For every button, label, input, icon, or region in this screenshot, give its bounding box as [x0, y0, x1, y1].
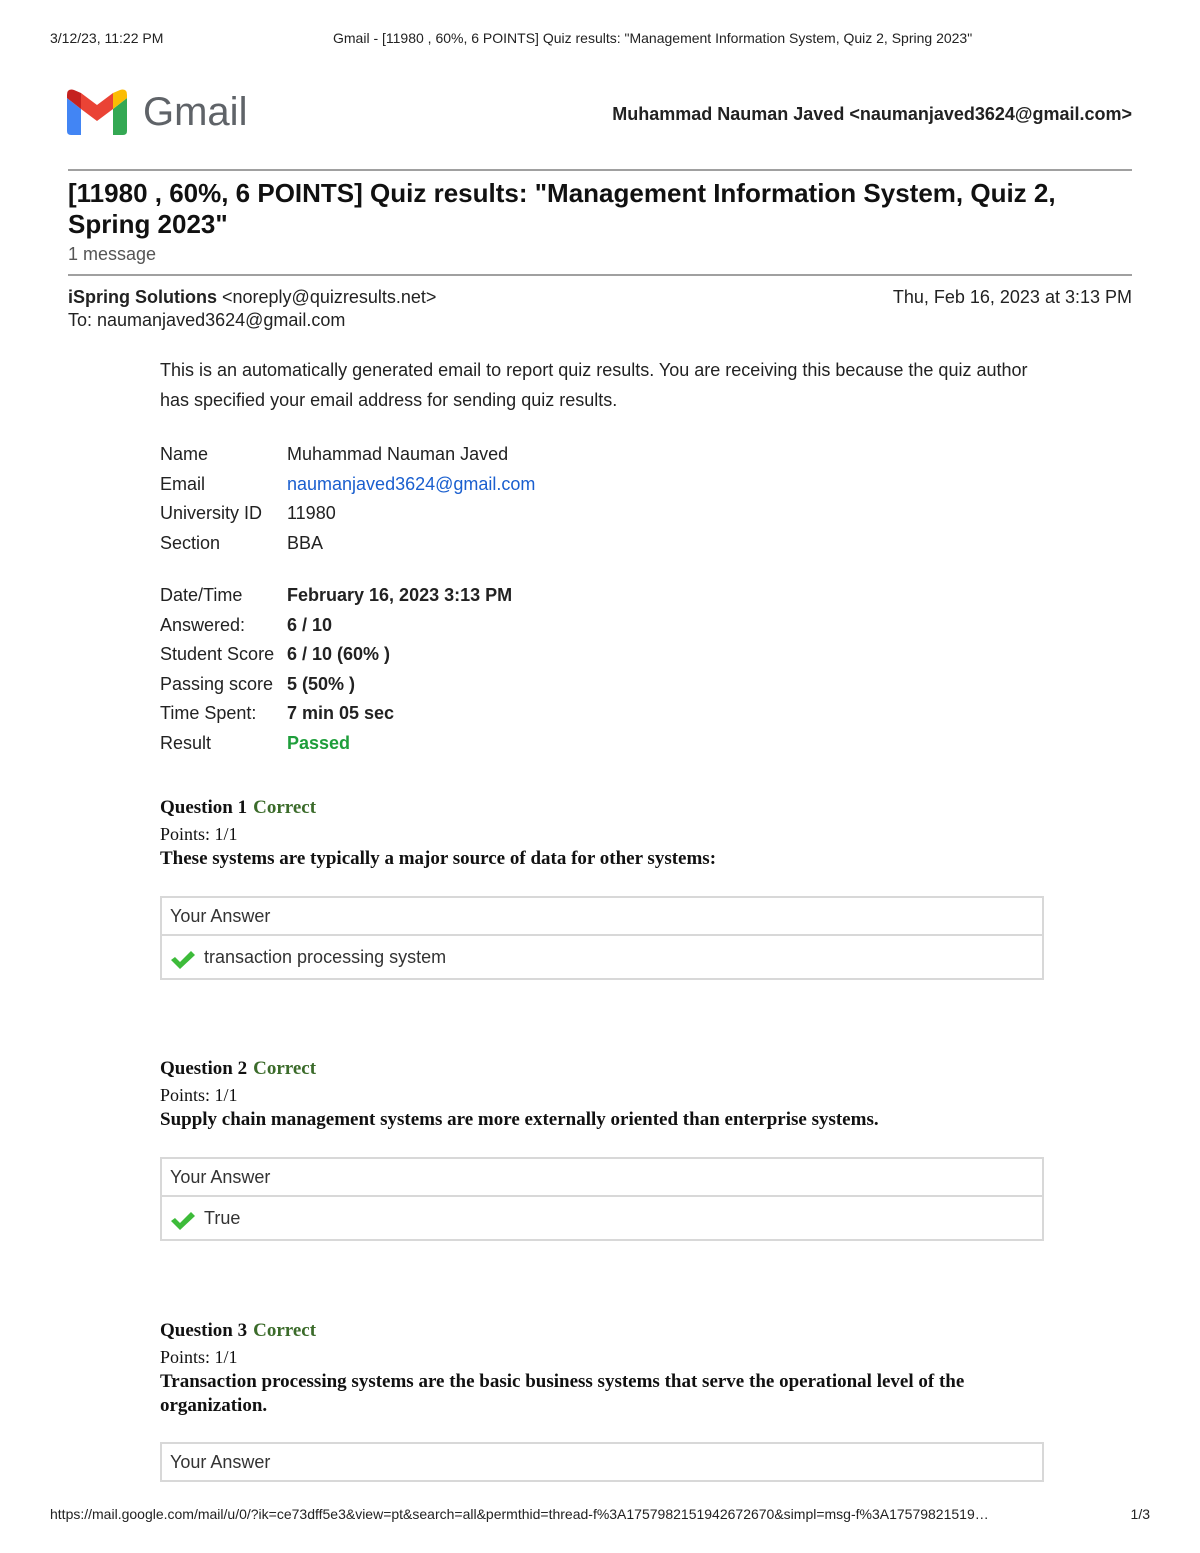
- account-label: Muhammad Nauman Javed <naumanjaved3624@gmail.com>: [612, 104, 1132, 124]
- result-label: Date/Time: [160, 585, 243, 605]
- question-status: Correct: [253, 797, 317, 818]
- message-date: Thu, Feb 16, 2023 at 3:13 PM: [892, 287, 1132, 307]
- result-label: Time Spent:: [160, 703, 257, 723]
- result-row: [160, 640, 1050, 670]
- print-header: [50, 30, 1150, 50]
- answer-row: [162, 1195, 1042, 1239]
- recipient-line: To: naumanjaved3624@gmail.com: [68, 310, 346, 330]
- result-label: Student Score: [160, 644, 275, 664]
- result-value: 6 / 10: [287, 614, 333, 635]
- gmail-m-logo-icon: [67, 89, 127, 135]
- result-label: Passing score: [160, 673, 274, 694]
- question-text: These systems are typically a major source of data for other systems:: [160, 848, 717, 869]
- answer-header: Your Answer: [170, 1452, 271, 1472]
- gmail-wordmark: Gmail: [143, 89, 248, 134]
- info-row: [160, 470, 1050, 500]
- checkmark-icon: [170, 1210, 196, 1232]
- question-title: [160, 795, 1044, 821]
- question-points: Points: 1/1: [160, 1085, 238, 1105]
- answer-header: Your Answer: [170, 906, 271, 926]
- print-url: https://mail.google.com/mail/u/0/?ik=ce73dff5e3&view=pt&search=all&permthid=thread-f%3A1757982151942672670&simpl=msg-f%3A17579821519…: [50, 1506, 989, 1522]
- result-row: [160, 581, 1050, 611]
- result-row: [160, 611, 1050, 641]
- question-number: Question 1: [160, 797, 248, 818]
- divider: [68, 274, 1132, 276]
- answer-table: [160, 1442, 1044, 1482]
- answer-header: Your Answer: [170, 1167, 271, 1187]
- question-points: Points: 1/1: [160, 1347, 238, 1367]
- question-3: [160, 1318, 1044, 1418]
- result-row: [160, 729, 1050, 759]
- info-value: 11980: [287, 503, 336, 523]
- info-row: [160, 529, 1050, 559]
- question-status: Correct: [253, 1058, 317, 1079]
- answer-text: True: [204, 1207, 241, 1228]
- result-label: Answered:: [160, 614, 246, 635]
- question-title: [160, 1318, 1044, 1344]
- print-datetime: 3/12/23, 11:22 PM: [50, 30, 164, 46]
- question-number: Question 3: [160, 1320, 248, 1341]
- info-label: Section: [160, 532, 221, 553]
- question-text: Supply chain management systems are more externally oriented than enterprise systems.: [160, 1109, 879, 1130]
- question-text: Transaction processing systems are the basic business systems that serve the operational level of the organization.: [160, 1371, 965, 1416]
- info-value: BBA: [287, 532, 324, 553]
- page-number: 1/3: [1130, 1506, 1150, 1522]
- result-value: 5 (50% ): [287, 673, 356, 694]
- result-label: Result: [160, 732, 212, 753]
- result-status-badge: Passed: [287, 732, 351, 753]
- result-value: 6 / 10 (60% ): [287, 644, 391, 664]
- question-title: [160, 1056, 1044, 1082]
- info-label: University ID: [160, 503, 263, 523]
- result-value: February 16, 2023 3:13 PM: [287, 585, 513, 605]
- thread-subject: [11980 , 60%, 6 POINTS] Quiz results: "Management Information System, Quiz 2, Spring 2023": [68, 178, 1056, 239]
- intro-text: This is an automatically generated email to report quiz results. You are receiving this because the quiz author has specified your email address for sending quiz results.: [160, 360, 1028, 410]
- checkmark-icon: [170, 949, 196, 971]
- divider: [68, 169, 1132, 171]
- sender: [68, 287, 436, 308]
- question-number: Question 2: [160, 1058, 248, 1079]
- gmail-logo: [67, 88, 247, 136]
- answer-table: [160, 1157, 1044, 1241]
- info-row: [160, 440, 1050, 470]
- answer-text: transaction processing system: [204, 946, 447, 967]
- answer-table: [160, 896, 1044, 980]
- sender-name: iSpring Solutions: [68, 287, 217, 307]
- question-1: [160, 795, 1044, 871]
- result-row: [160, 699, 1050, 729]
- question-points: Points: 1/1: [160, 824, 238, 844]
- sender-email: <noreply@quizresults.net>: [217, 287, 437, 307]
- info-row: [160, 499, 1050, 529]
- answer-row: [162, 934, 1042, 978]
- info-label: Name: [160, 444, 209, 464]
- email-link[interactable]: naumanjaved3624@gmail.com: [287, 473, 536, 494]
- question-status: Correct: [253, 1320, 317, 1341]
- question-2: [160, 1056, 1044, 1132]
- message-count: 1 message: [68, 244, 157, 264]
- result-row: [160, 670, 1050, 700]
- info-value: Muhammad Nauman Javed: [287, 444, 509, 464]
- print-page-title: Gmail - [11980 , 60%, 6 POINTS] Quiz results: "Management Information System, Quiz 2, Spring 2023": [333, 30, 973, 46]
- message-body: [160, 355, 1050, 758]
- info-label: Email: [160, 473, 206, 494]
- result-value: 7 min 05 sec: [287, 703, 395, 723]
